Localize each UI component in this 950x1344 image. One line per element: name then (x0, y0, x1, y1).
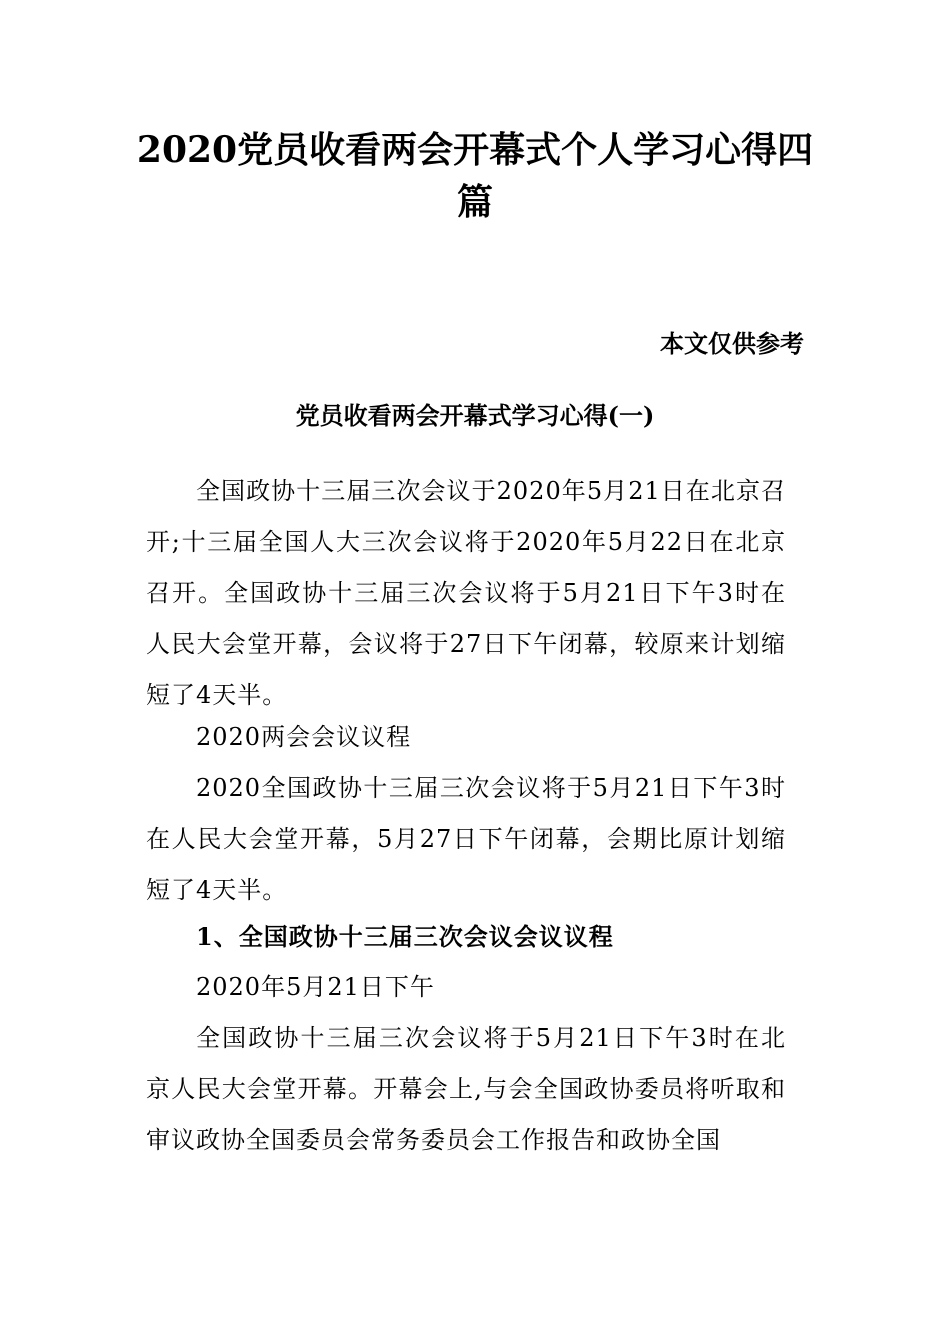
section-subtitle: 党员收看两会开幕式学习心得(一) (295, 401, 655, 430)
body-paragraph: 2020年5月21日下午 (196, 973, 435, 1001)
body-paragraph: 全国政协十三届三次会议于2020年5月21日在北京召开;十三届全国人大三次会议将于2020年5月22日在北京召开。全国政协十三届三次会议将于5月21日下午3时在人民大会堂开幕，会议将于27日下午闭幕，较原来计划缩短了4天半。 (146, 477, 786, 709)
reference-note: 本文仅供参考 (660, 329, 804, 358)
body-paragraph: 全国政协十三届三次会议将于5月21日下午3时在北京人民大会堂开幕。开幕会上,与会全国政协委员将听取和审议政协全国委员会常务委员会工作报告和政协全国 (146, 1024, 786, 1154)
body-paragraph: 2020全国政协十三届三次会议将于5月21日下午3时在人民大会堂开幕，5月27日下午闭幕，会期比原计划缩短了4天半。 (146, 774, 786, 904)
body-paragraph: 2020两会会议议程 (196, 723, 412, 751)
section-heading: 1、全国政协十三届三次会议会议议程 (196, 922, 614, 951)
document-title: 2020党员收看两会开幕式个人学习心得四篇 (136, 129, 814, 223)
